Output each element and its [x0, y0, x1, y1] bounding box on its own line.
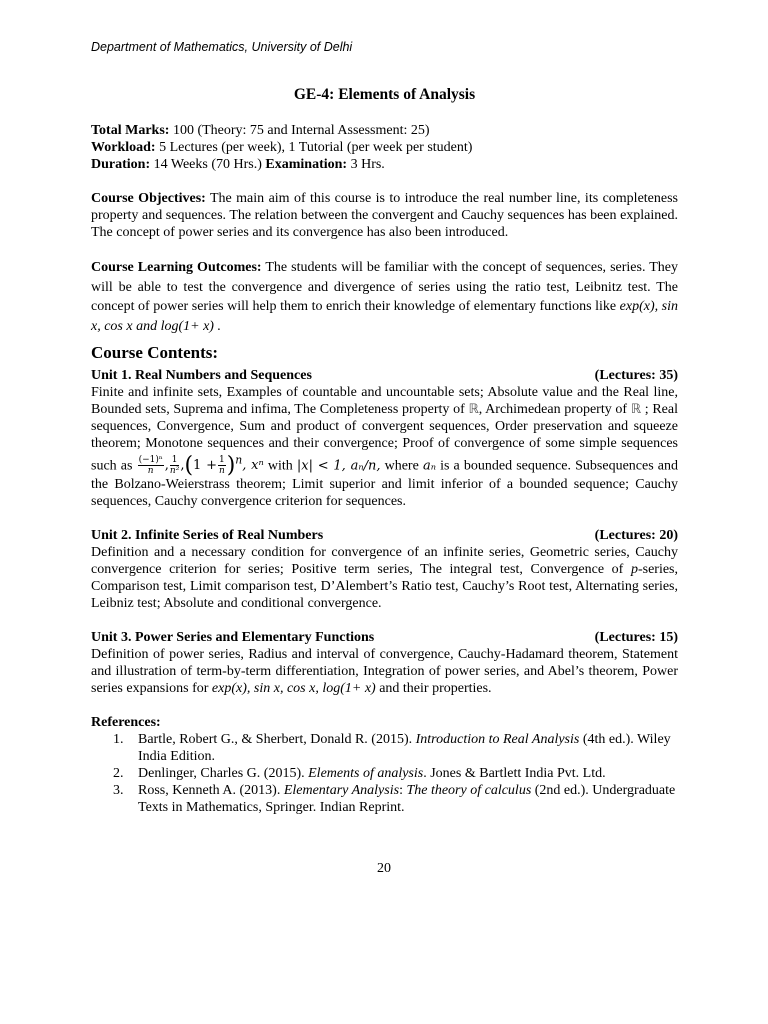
reals-symbol: ℝ: [468, 402, 479, 417]
ref-1-title: Introduction to Real Analysis: [415, 732, 580, 748]
course-contents-heading: Course Contents:: [91, 343, 219, 362]
unit-3-title: Unit 3. Power Series and Elementary Functions: [91, 630, 375, 646]
references-list: [91, 731, 678, 816]
unit-3-functions: exp(x), sin x, cos x, log(1+ x): [211, 681, 376, 697]
fraction-2-den: n²: [169, 466, 180, 477]
reference-number: 3.: [113, 783, 124, 799]
outcomes-functions: exp(x), sin x, cos x and log(1+ x) .: [91, 299, 678, 334]
total-marks-label: Total Marks:: [91, 123, 170, 138]
objectives-text: The main aim of this course is to introduce the real number line, its completeness property and sequences. The relation between the convergent and Cauchy sequences has been explained. The concept of power series and its convergence has also been introduced.: [91, 191, 678, 240]
course-objectives: [91, 190, 678, 241]
fraction-1: [138, 455, 164, 476]
course-outcomes: [91, 258, 678, 336]
exam-value: 3 Hrs.: [347, 157, 385, 172]
total-marks-value: 100 (Theory: 75 and Internal Assessment: 25): [169, 123, 430, 138]
unit-1-lectures: (Lectures: 35): [594, 368, 678, 383]
unit-1-header: [91, 367, 678, 384]
ref-3-title: Elementary Analysis: [283, 783, 400, 799]
workload-value: 5 Lectures (per week), 1 Tutorial (per week per student): [155, 140, 473, 155]
reference-number: 2.: [113, 766, 124, 782]
reference-text: [138, 731, 678, 765]
unit-1-text-a: Finite and infinite sets, Examples of countable and uncountable sets; Absolute value and the Real line, Bounded sets, Suprema and infima, The Completeness property of: [91, 385, 678, 417]
unit-1-text-c: ; Real sequences, Convergence, Sum and product of convergent sequences, Order preservation and squeeze theorem; Monotone sequences and their convergence; Proof of convergence of some simple sequences such as: [91, 402, 678, 474]
duration-label: Duration:: [91, 157, 151, 172]
reference-text: [138, 782, 678, 816]
reference-item: [91, 765, 678, 782]
ref-1-authors: Bartle, Robert G., & Sherbert, Donald R. (2015).: [138, 732, 416, 748]
fraction-1-num: (−1)ⁿ: [138, 455, 163, 466]
unit-2-lectures: (Lectures: 20): [594, 528, 678, 544]
outcomes-text: The students will be familiar with the concept of sequences, series. They will be able to test the convergence and divergence of series using the ratio test, Leibnitz test. The concept of power series will help them to enrich their knowledge of elementary functions like: [91, 260, 678, 314]
references-heading: References:: [91, 715, 161, 731]
ref-2-authors: Denlinger, Charles G. (2015).: [138, 766, 309, 782]
fraction-2: [170, 455, 179, 476]
with-text: with: [263, 458, 297, 474]
reference-item: [91, 782, 678, 816]
unit-3-header: [91, 629, 678, 646]
course-meta: [91, 122, 678, 173]
ref-3-subtitle: The theory of calculus: [406, 783, 532, 799]
workload-line: [91, 139, 678, 156]
ref-2-title: Elements of analysis: [308, 766, 424, 782]
ref-3-publisher: (2nd ed.). Undergraduate Texts in Mathematics, Springer. Indian Reprint.: [138, 783, 676, 816]
references: [91, 714, 678, 816]
workload-label: Workload:: [91, 140, 156, 155]
reference-number: 1.: [113, 732, 124, 748]
unit-3-lectures: (Lectures: 15): [594, 630, 678, 646]
objectives-label: Course Objectives:: [91, 191, 206, 206]
fraction-3-num: 1: [218, 455, 225, 466]
unit-1-text: [91, 384, 678, 510]
unit-2-text: [91, 544, 678, 612]
math-tail: , xⁿ: [242, 458, 264, 474]
unit-3-text: [91, 646, 678, 697]
fraction-3-den: n: [218, 466, 225, 477]
unit-3: [91, 629, 678, 697]
unit-1-text-b: , Archimedean property of: [478, 402, 631, 417]
page-number: 20: [377, 861, 391, 876]
math-power: n: [235, 454, 243, 467]
unit-2-text-a: Definition and a necessary condition for convergence of an infinite series, Geometric series, Cauchy convergence criterion for series; Positive term series, The integral test, Convergence of: [91, 545, 678, 578]
duration-line: [91, 156, 678, 173]
total-marks-line: [91, 122, 678, 139]
unit-1: [91, 367, 678, 510]
page-header: Department of Mathematics, University of Delhi: [91, 40, 353, 54]
page-title: GE-4: Elements of Analysis: [293, 86, 476, 103]
reference-text: [138, 765, 678, 782]
exam-label: Examination:: [265, 157, 348, 172]
outcomes-label: Course Learning Outcomes:: [91, 260, 262, 275]
math-one-plus: 1 +: [193, 458, 217, 474]
where-text: where: [380, 458, 423, 474]
unit-3-text-a: Definition of power series, Radius and interval of convergence, Cauchy-Hadamard theorem, Statement and illustration of term-by-term differentiation, Integration of power series, and Abel’s theorem, Power series expansions for: [91, 647, 678, 697]
unit-2-title: Unit 2. Infinite Series of Real Numbers: [91, 528, 324, 544]
document-body: [91, 86, 678, 816]
fraction-3: [218, 455, 226, 476]
an-symbol: aₙ: [422, 458, 436, 474]
abs-condition: |x| < 1, aₙ/n,: [296, 458, 381, 474]
p-symbol: p: [630, 562, 638, 578]
fraction-1-den: n: [147, 466, 154, 477]
duration-value: 14 Weeks (70 Hrs.): [150, 157, 266, 172]
unit-2-text-b: -series, Comparison test, Limit comparison test, D’Alembert’s Ratio test, Cauchy’s Root test, Alternating series, Leibniz test; Absolute and conditional convergence.: [91, 562, 678, 612]
sequence-examples-math: $\frac{\text{(−1)ⁿ}}{n}$ , $\frac{1}{\text{n²}}$ ,(1 + $\frac{1}{n}$ )$^n$, xⁿ: [138, 453, 264, 479]
unit-2-header: [91, 527, 678, 544]
unit-2: [91, 527, 678, 612]
unit-3-text-b: and their properties.: [375, 681, 492, 697]
reference-item: [91, 731, 678, 765]
ref-3-sep: :: [399, 783, 407, 799]
unit-1-title: Unit 1. Real Numbers and Sequences: [91, 368, 312, 383]
ref-3-authors: Ross, Kenneth A. (2013).: [138, 783, 284, 799]
reals-symbol-2: ℝ: [630, 402, 642, 417]
fraction-2-num: 1: [171, 455, 178, 466]
ref-1-publisher: (4th ed.). Wiley India Edition.: [138, 732, 671, 765]
unit-1-text-d: is a bounded sequence. Subsequences and the Bolzano-Weierstrass theorem; Limit superior and limit inferior of a bounded sequence; Cauchy sequences, Cauchy convergence criterion for sequences.: [91, 458, 679, 510]
ref-2-publisher: . Jones & Bartlett India Pvt. Ltd.: [423, 766, 606, 782]
